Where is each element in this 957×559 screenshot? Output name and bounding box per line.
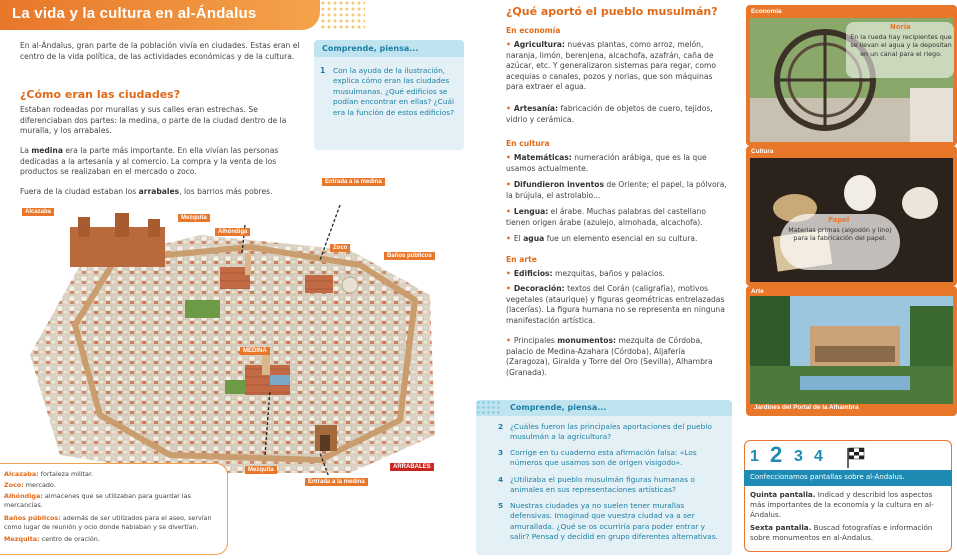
glossary-def: fortaleza militar. <box>38 470 94 478</box>
bold-term: Edificios: <box>513 269 553 278</box>
digit-1: 1 <box>750 448 759 465</box>
text-span: , los barrios más pobres. <box>179 187 273 196</box>
page-title: La vida y la cultura en al-Ándalus <box>12 5 257 22</box>
label-alhondiga: Alhóndiga <box>215 228 250 236</box>
aporto-heading: ¿Qué aportó el pueblo musulmán? <box>506 5 718 18</box>
digit-4: 4 <box>814 448 823 465</box>
caption-papel: Materias primas (algodón y lino) para la fabricación del papel. <box>788 226 892 243</box>
label-alcazaba: Alcazaba <box>22 208 54 216</box>
question-number: 3 <box>498 448 504 457</box>
label-zoco: Zoco <box>330 244 350 252</box>
question-5 <box>498 501 724 543</box>
text-span: El <box>513 234 524 243</box>
bold-term: Agricultura: <box>513 40 565 49</box>
bullet-edificios <box>506 269 728 280</box>
bold-term: Matemáticas: <box>513 153 572 162</box>
proyecto-banner-text: Confeccionamos pantallas sobre al-Ándalus. <box>750 473 905 481</box>
bullet-decoracion <box>506 284 728 326</box>
bold-term: monumentos: <box>557 336 617 345</box>
intro-paragraph: En al-Ándalus, gran parte de la población vivía en ciudades. Estas eran el centro de la vida política, de las actividades económicas y de la cultura. <box>20 41 300 61</box>
text-span: Indicad y describid los aspectos más importantes de la economía y la cultura en al-Ándalus. <box>750 490 934 520</box>
text-span: de Oriente; el papel, la pólvora, la brújula, el astrolabio... <box>506 180 727 200</box>
tag-cultura: Cultura <box>751 148 774 155</box>
subheading-cultura: En cultura <box>506 139 550 148</box>
label-entrada-top: Entrada a la medina <box>322 178 385 186</box>
label-banos: Baños públicos <box>384 252 435 260</box>
text-span: La <box>20 146 32 155</box>
bullet-agua <box>506 234 728 245</box>
section-heading: ¿Cómo eran las ciudades? <box>20 88 181 101</box>
text-span: era la parte más importante. En ella vivían las personas dedicadas a la artesanía y al comercio. La compra y la venta de los productos se realizaban en el mercado o zoco. <box>20 146 279 177</box>
proyecto-quinta <box>750 490 946 521</box>
question-text: ¿Utilizaba el pueblo musulmán figuras humanas o animales en sus representaciones artísticas? <box>510 475 695 495</box>
alhambra-photo <box>750 296 953 404</box>
bold-term: agua <box>523 234 545 243</box>
bullet-monumentos <box>506 336 728 378</box>
glossary-def: mercado. <box>23 481 56 489</box>
caption-alhambra: Jardines del Portal de la Alhambra <box>754 404 859 411</box>
text-span: mezquita de Córdoba, palacio de Medina-Azahara (Córdoba), Aljafería (Zaragoza), Giralda y Torre del Oro (Sevilla), Alhambra (Granada). <box>506 336 713 377</box>
bullet-dot: • <box>506 40 511 49</box>
paragraph-arrabales <box>20 187 310 198</box>
text-span: textos del Corán (caligrafía), motivos vegetales (ataurique) y figuras geométricas entrelazadas (lacerías). La figura humana no se representa en ninguna manifestación artística. <box>506 284 725 325</box>
bold-term: arrabales <box>138 187 180 196</box>
question-text: ¿Cuáles fueron las principales aportaciones del pueblo musulmán a la agricultura? <box>510 422 712 442</box>
decorative-dots <box>476 400 502 416</box>
bold-term: Artesanía: <box>513 104 559 113</box>
bold-term: Sexta pantalla. <box>750 523 812 532</box>
glossary-def: además de ser utilizados para el aseo, servían como lugar de reunión y ocio donde hablaban y se divertían. <box>4 514 212 531</box>
glossary-def: almacenes que se utilizaban para guardar las mercancías. <box>4 492 191 509</box>
bullet-dot: • <box>506 207 511 216</box>
question-text: Corrige en tu cuaderno esta afirmación falsa: «Los números que usamos son de origen visigodo». <box>510 448 697 468</box>
label-medina: MEDINA <box>240 347 270 355</box>
digit-3: 3 <box>794 448 803 465</box>
city-illustration <box>20 205 440 475</box>
text-span: Principales <box>513 336 558 345</box>
bold-term: Decoración: <box>513 284 565 293</box>
text-span: mezquitas, baños y palacios. <box>552 269 665 278</box>
caption-title-papel: Papel <box>828 216 850 224</box>
glossary-def: centro de oración. <box>39 535 100 543</box>
text-span: nuevas plantas, como arroz, melón, naranja, limón, berenjena, alcachofa, azafrán, caña de azúcar, etc. Y generalizaron sistemas para regar, como acequias o canales, pozos y norias, que son máquinas para extraer el agua. <box>506 40 717 92</box>
text-span: numeración arábiga, que es la que usamos actualmente. <box>506 153 707 173</box>
label-mezquita-top: Mezquita <box>178 214 210 222</box>
bullet-agricultura <box>506 40 728 93</box>
bullet-dot: • <box>506 104 511 113</box>
tag-economia: Economía <box>751 8 782 15</box>
caption-title-noria: Noria <box>890 23 911 31</box>
paragraph-medina <box>20 146 310 178</box>
bullet-dot: • <box>506 180 511 189</box>
decorative-dots <box>320 0 365 30</box>
text-span: fabricación de objetos de cuero, tejidos, vidrio y cerámica. <box>506 104 713 124</box>
question-text: Con la ayuda de la ilustración, explica cómo eran las ciudades musulmanas. ¿Qué edificios se podían encontrar en ellas? ¿Cuál era la función de estos edificios? <box>333 66 455 117</box>
bold-term: Difundieron inventos <box>513 180 604 189</box>
digit-2: 2 <box>770 442 783 467</box>
label-arrabales: ARRABALES <box>390 463 434 471</box>
glossary-term: Mezquita: <box>4 535 40 543</box>
bullet-difundieron <box>506 180 728 201</box>
question-number: 2 <box>498 422 504 431</box>
bullet-dot: • <box>506 234 511 243</box>
bold-term: medina <box>31 146 63 155</box>
question-text: Nuestras ciudades ya no suelen tener murallas defensivas. Imaginad que vuestra ciudad va a ser amurallada. ¿Qué se os ocurriría para poder entrar y salir? Pensad y decidid en grupo diferentes alternativas. <box>510 501 718 542</box>
text-span: Fuera de la ciudad estaban los <box>20 187 139 196</box>
checkered-flag-icon <box>846 446 866 468</box>
bullet-dot: • <box>506 336 511 345</box>
title-banner <box>0 0 320 30</box>
text-span: fue un elemento esencial en su cultura. <box>544 234 698 243</box>
bold-term: Quinta pantalla. <box>750 490 816 499</box>
bullet-matematicas <box>506 153 728 174</box>
comprende-heading: Comprende, piensa... <box>314 40 464 57</box>
label-mezquita-bottom: Mezquita <box>245 466 277 474</box>
glossary-term: Alcazaba: <box>4 470 39 478</box>
glossary-term: Baños públicos: <box>4 514 61 522</box>
label-entrada-bottom: Entrada a la medina <box>305 478 368 486</box>
glossary-item <box>4 470 224 479</box>
bold-term: Lengua: <box>513 207 549 216</box>
subheading-arte: En arte <box>506 255 537 264</box>
bullet-dot: • <box>506 153 511 162</box>
tag-arte: Arte <box>751 288 764 295</box>
question-number: 1 <box>320 66 326 75</box>
question-2 <box>498 422 724 443</box>
glossary-item <box>4 514 224 531</box>
glossary-term: Zoco: <box>4 481 24 489</box>
text-span: el árabe. Muchas palabras del castellano tienen origen árabe (azulejo, almohada, alcachofa). <box>506 207 706 227</box>
question-4 <box>498 475 724 496</box>
glossary-item <box>4 535 224 544</box>
text-span: Buscad fotografías e información sobre monumentos en al-Ándalus. <box>750 523 933 543</box>
subheading-economia: En economía <box>506 26 561 35</box>
glossary-term: Alhóndiga: <box>4 492 43 500</box>
bullet-dot: • <box>506 284 511 293</box>
paragraph-murallas: Estaban rodeadas por murallas y sus calles eran estrechas. Se diferenciaban dos partes: la medina, o parte de la ciudad dentro de la muralla, y los arrabales. <box>20 105 287 136</box>
bullet-lengua <box>506 207 728 228</box>
proyecto-sexta <box>750 523 946 543</box>
comprende-heading: Comprende, piensa... <box>476 400 732 416</box>
question-number: 5 <box>498 501 504 510</box>
proyecto-banner <box>744 470 952 486</box>
question-number: 4 <box>498 475 504 484</box>
glossary-item <box>4 481 224 490</box>
bullet-dot: • <box>506 269 511 278</box>
question-3 <box>498 448 724 469</box>
glossary-item <box>4 492 224 509</box>
bullet-artesania <box>506 104 728 125</box>
caption-noria: En la rueda hay recipientes que se llevan el agua y la depositan en un canal para el riego. <box>850 33 952 58</box>
